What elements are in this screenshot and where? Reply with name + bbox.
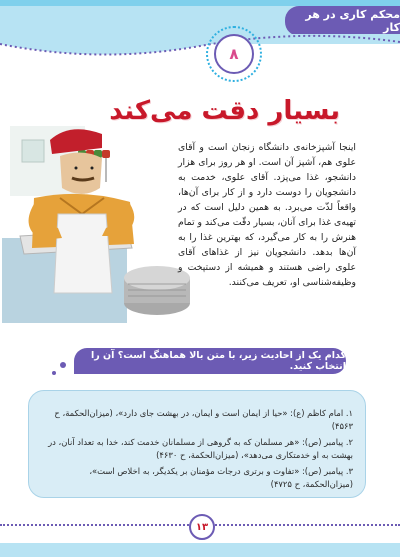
question-bubble-dot-small [52, 371, 56, 375]
chef-illustration [2, 118, 192, 323]
question-text: کدام یک از احادیث زیر، با متن بالا هماهنگ است؟ آن را انتخاب کنید. [91, 350, 346, 372]
answer-option-2[interactable]: ۲. پیامبر (ص): «هر مسلمان که به گروهی از مسلمانان خدمت کند، خدا به تعداد آنان، در بهشت به او خدمتکاری می‌دهد»، (میزان‌الحکمة، ح ۴۶۳۰) [48, 437, 353, 460]
answer-option-3[interactable]: ۳. پیامبر (ص): «تفاوت و برتری درجات مؤمنان بر یکدیگر، به اخلاص است»، (میزان‌الحکمة، ح ۴۷۲۵) [89, 466, 353, 489]
lesson-number: ۸ [229, 45, 239, 63]
chapter-header-tab [285, 6, 400, 36]
answer-options-box [28, 390, 366, 498]
page-number-badge [189, 514, 215, 540]
page-number: ۱۳ [195, 521, 209, 533]
question-banner [74, 348, 346, 374]
answer-option-1[interactable]: ۱. امام کاظم (ع): «حیا از ایمان است و ایمان، در بهشت جای دارد»، (میزان‌الحکمة، ح ۴۵۶۳) [54, 408, 353, 431]
lesson-title: بسیار دقت می‌کند [109, 96, 340, 126]
lesson-number-badge [214, 34, 254, 74]
footer-bar [0, 543, 400, 557]
question-bubble-dot [60, 362, 66, 368]
chapter-title: محکم کاری در هر کار [305, 8, 400, 34]
header-wave [0, 34, 400, 74]
story-paragraph: اینجا آشپزخانه‌ی دانشگاه زنجان است و آقای علوی هم، آشپز آن است. او هر روز برای هزار دانشجو، غذا می‌پزد. آقای علوی، خدمت به دانشجویان را دوست دارد و از کار برای آن‌ها، واقعاً لذّت می‌برد. به همین دلیل است که در تهیه‌ی غذا برای آنان، بسیار دقّت می‌کند و تمام هنرش را به کار می‌گیرد، که بهترین غذا را به آن‌ها بدهد. دانشجویان نیز از غذاهای آقای علوی راضی هستند و همیشه از دستپخت و وظیفه‌شناسی او، تعریف می‌کنند. [178, 142, 356, 288]
